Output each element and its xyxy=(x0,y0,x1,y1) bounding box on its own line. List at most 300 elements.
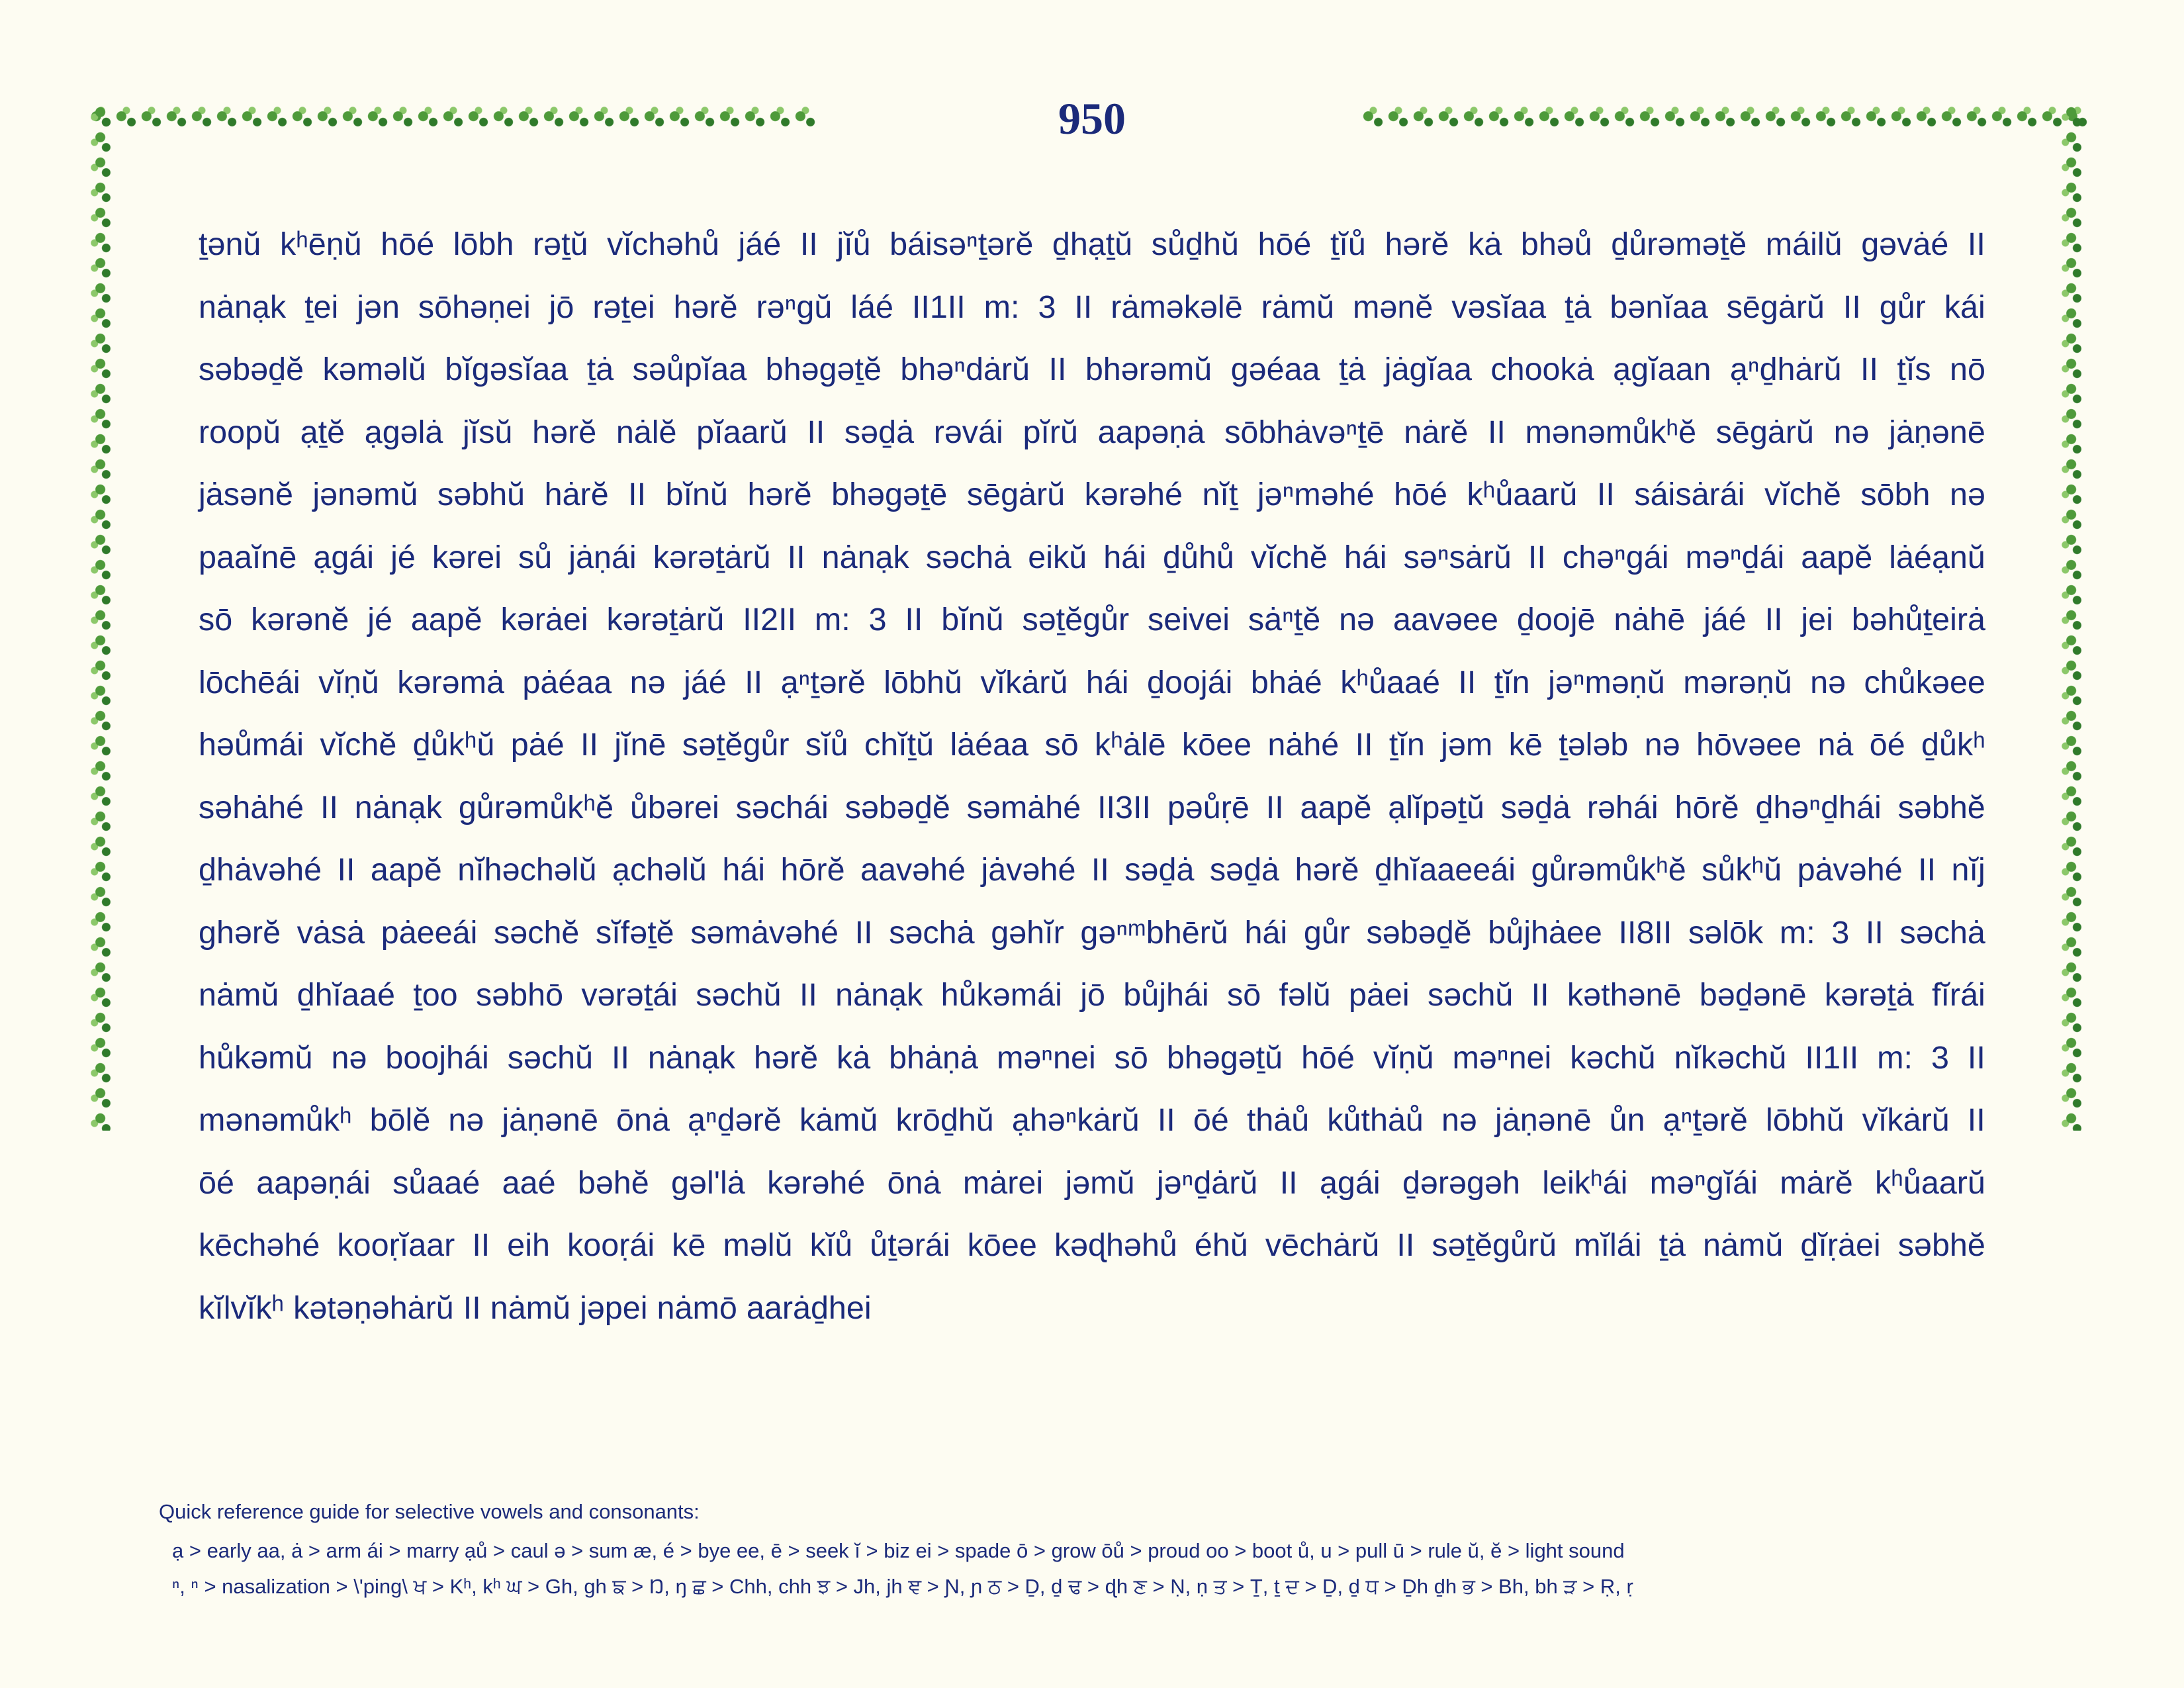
word: ạⁿḏərĕ xyxy=(688,1102,782,1138)
word: kʰȧlē xyxy=(1095,727,1166,763)
word: m: xyxy=(1877,1039,1913,1076)
word: II8II xyxy=(1618,914,1672,951)
word: II xyxy=(472,1227,490,1263)
word: ōnȧ xyxy=(616,1102,670,1138)
word: hōrĕ xyxy=(780,852,845,888)
word: ṯĭn xyxy=(1494,664,1530,700)
text-line xyxy=(199,1089,1985,1152)
word: jé xyxy=(390,539,416,575)
word: aapĕ xyxy=(1801,539,1873,575)
word: ṯĭn xyxy=(1388,727,1425,763)
word: kōee xyxy=(967,1227,1037,1263)
word: vĭṇŭ xyxy=(1373,1039,1434,1076)
word: báisəⁿṯərĕ xyxy=(889,226,1034,262)
word: bhəů xyxy=(1520,226,1592,262)
word: jȧṇənē xyxy=(1889,414,1985,450)
word: gůrəmůkʰĕ xyxy=(458,789,614,825)
word: ṯȧ xyxy=(1338,352,1366,387)
word: jȧsənĕ xyxy=(199,477,293,512)
word: II xyxy=(1265,789,1284,825)
word: máilŭ xyxy=(1765,226,1843,262)
word: rəⁿgŭ xyxy=(756,289,833,325)
word: səmȧvəhé xyxy=(690,914,839,951)
word: kəməlŭ xyxy=(322,352,426,387)
word: hərĕ xyxy=(532,414,597,450)
word: ḏhəⁿḏhái xyxy=(1755,789,1882,825)
guide-title: Quick reference guide for selective vowels and consonants: xyxy=(159,1500,700,1523)
word: rəṯŭ xyxy=(532,226,588,262)
word: gəl'lȧ xyxy=(671,1164,745,1201)
word: mȧrĕ xyxy=(1780,1164,1853,1201)
word: hái xyxy=(1103,539,1146,575)
word: hái xyxy=(722,852,766,888)
word: səchái xyxy=(735,789,829,825)
word: ḏůkʰŭ xyxy=(412,727,495,763)
word: kərəhé xyxy=(767,1164,866,1201)
word: hōé xyxy=(381,226,435,262)
word: hōé xyxy=(1257,226,1312,262)
word: jən xyxy=(357,289,400,325)
word: kəɖhəhů xyxy=(1054,1227,1177,1263)
word: səchŭ xyxy=(1427,977,1514,1013)
word: kēchəhé xyxy=(199,1227,320,1263)
text-line xyxy=(199,338,1985,401)
word: chĭṯŭ xyxy=(864,727,934,763)
word: ḏůhů xyxy=(1163,539,1234,575)
text-line xyxy=(199,714,1985,776)
word: kooṛĭaar xyxy=(337,1227,455,1263)
word: nə xyxy=(1339,602,1375,637)
word: vĭchĕ xyxy=(320,727,397,763)
word: jĭsŭ xyxy=(463,414,513,450)
word: ḏhĭaaeeái xyxy=(1374,852,1516,888)
word: II xyxy=(1596,477,1615,512)
word: bōlĕ xyxy=(369,1102,431,1138)
word: lȧéaa xyxy=(950,727,1029,763)
word: ṯei xyxy=(304,289,339,325)
word: II xyxy=(745,664,763,700)
text-line xyxy=(199,839,1985,902)
word: II xyxy=(1967,226,1985,262)
word: jĭů xyxy=(837,226,871,262)
word: sůḏhŭ xyxy=(1151,226,1239,262)
word: II3II xyxy=(1097,789,1151,825)
word: jəⁿḏȧrŭ xyxy=(1156,1164,1258,1201)
word: hái xyxy=(1085,664,1129,700)
word: nĭhəchəlŭ xyxy=(457,852,597,888)
word: sēgȧrŭ xyxy=(966,477,1066,512)
word: aapəṇȧ xyxy=(1097,414,1205,450)
word: sȧⁿṯĕ xyxy=(1248,602,1321,637)
word: sōbhȧvəⁿṯē xyxy=(1224,414,1385,450)
word: boojhái xyxy=(385,1039,489,1076)
word: ḏoojái xyxy=(1147,664,1233,700)
word: bĭnŭ xyxy=(941,602,1004,637)
word: vəsĭaa xyxy=(1451,289,1547,325)
word: səḏȧ xyxy=(844,414,915,450)
word: mĭlái xyxy=(1574,1227,1642,1263)
word: II xyxy=(1355,727,1373,763)
word: ạgái xyxy=(313,539,375,575)
word: jé xyxy=(367,602,392,637)
word: kȧ xyxy=(1468,226,1502,262)
word: gůr xyxy=(1879,289,1926,325)
word: səbəḏĕ xyxy=(844,789,950,825)
word: ōé xyxy=(1193,1102,1229,1138)
word: səⁿsȧrŭ xyxy=(1403,539,1512,575)
word: fĭrái xyxy=(1931,977,1985,1013)
word: bhȧé xyxy=(1250,664,1322,700)
word: lȧéạnŭ xyxy=(1889,539,1985,575)
word: bhəⁿdȧrŭ xyxy=(900,352,1030,387)
left-floral-border xyxy=(89,105,118,1131)
word: kȧmŭ xyxy=(799,1102,878,1138)
word: II xyxy=(463,1289,481,1326)
word: səchȧ xyxy=(889,914,975,951)
word: gəvȧé xyxy=(1861,226,1949,262)
word: jȧṇənē xyxy=(1494,1102,1592,1138)
word: II xyxy=(1157,1102,1175,1138)
word: nə xyxy=(629,664,666,700)
word: II xyxy=(799,977,817,1013)
word: jō xyxy=(1080,977,1105,1013)
word: nȧnạk xyxy=(647,1039,736,1076)
word: məⁿḏái xyxy=(1685,539,1785,575)
word: chůkəee xyxy=(1864,664,1985,700)
word: jō xyxy=(549,289,574,325)
word: ůn xyxy=(1609,1102,1645,1138)
word: éhŭ xyxy=(1194,1227,1248,1263)
word: rəhái xyxy=(1586,789,1659,825)
word: bĭnŭ xyxy=(665,477,729,512)
text-line xyxy=(199,1277,1985,1340)
word: II xyxy=(1967,1039,1985,1076)
word: lōbhŭ xyxy=(1765,1102,1844,1138)
word: II xyxy=(1843,289,1861,325)
text-line xyxy=(199,902,1985,964)
word: ạṯĕ xyxy=(300,414,345,450)
word: seivei xyxy=(1148,602,1230,637)
word: sĭů xyxy=(805,727,848,763)
word: II xyxy=(854,914,873,951)
word: vĭchəhů xyxy=(607,226,719,262)
word: láé xyxy=(850,289,893,325)
reference-guide xyxy=(159,1500,2025,1605)
word: jȧvəhé xyxy=(981,852,1076,888)
word: jəmŭ xyxy=(1065,1164,1135,1201)
word: kĭlvĭkʰ xyxy=(199,1289,285,1326)
word: kərəmȧ xyxy=(397,664,504,700)
word: hůkəmái xyxy=(940,977,1062,1013)
word: kəchŭ xyxy=(1570,1039,1656,1076)
word: ḏərəgəh xyxy=(1402,1164,1520,1201)
word: məⁿnei xyxy=(1452,1039,1552,1076)
word: II xyxy=(905,602,923,637)
word: hərĕ xyxy=(753,1039,819,1076)
word: məlŭ xyxy=(723,1227,793,1263)
word: jáé xyxy=(684,664,727,700)
word: II xyxy=(580,727,598,763)
word: nȧ xyxy=(1817,727,1854,763)
word: nȧhé xyxy=(1267,727,1340,763)
word: bůjhái xyxy=(1123,977,1209,1013)
word: jənəmŭ xyxy=(312,477,418,512)
word: II xyxy=(320,789,338,825)
word: səůpĭaa xyxy=(632,352,747,387)
word: səchĕ xyxy=(493,914,580,951)
word: 3 xyxy=(1931,1039,1949,1076)
word: səchŭ xyxy=(696,977,782,1013)
text-line xyxy=(199,1214,1985,1277)
word: II xyxy=(787,539,805,575)
word: nȧmŭ xyxy=(199,977,279,1013)
word: pĭaarŭ xyxy=(696,414,788,450)
word: məⁿnei xyxy=(996,1039,1096,1076)
word: bĭgəsĭaa xyxy=(445,352,569,387)
word: aarȧḏhei xyxy=(746,1289,872,1326)
word: kē xyxy=(1508,727,1543,763)
word: kərȧei xyxy=(500,602,588,637)
word: lōbhŭ xyxy=(884,664,962,700)
word: ḏoojē xyxy=(1516,602,1596,637)
word: sōhəṇei xyxy=(418,289,531,325)
word: II xyxy=(1860,352,1878,387)
word: nȧrĕ xyxy=(1404,414,1469,450)
word: nȧmŭ xyxy=(1703,1227,1784,1263)
word: 3 xyxy=(1038,289,1056,325)
text-line xyxy=(199,1027,1985,1090)
word: mərəṇŭ xyxy=(1683,664,1792,700)
word: nȧhē xyxy=(1614,602,1686,637)
word: ṯĭů xyxy=(1330,226,1366,262)
text-line xyxy=(199,463,1985,526)
word: aapĕ xyxy=(410,602,482,637)
word: nĭj xyxy=(1951,852,1985,888)
word: sō xyxy=(1044,727,1079,763)
word: hái xyxy=(1244,914,1288,951)
word: jáé xyxy=(1704,602,1747,637)
word: jĭnē xyxy=(614,727,666,763)
word: vĭkȧrŭ xyxy=(980,664,1068,700)
word: ạⁿṯərĕ xyxy=(1662,1102,1748,1138)
word: ōé xyxy=(199,1164,234,1201)
word: sēgȧrŭ xyxy=(1715,414,1814,450)
word: vȧsȧ xyxy=(296,914,365,951)
word: II xyxy=(1458,664,1477,700)
word: ōnȧ xyxy=(887,1164,941,1201)
word: sōbh xyxy=(1860,477,1931,512)
word: mənĕ xyxy=(1353,289,1433,325)
word: ṯənŭ xyxy=(199,226,261,262)
word: m: xyxy=(1779,914,1815,951)
word: hōvəee xyxy=(1696,727,1802,763)
word: nȧnạk xyxy=(835,977,923,1013)
word: ḏhạṯŭ xyxy=(1052,226,1133,262)
word: vĭchĕ xyxy=(1250,539,1328,575)
word: rəṯei xyxy=(592,289,655,325)
word: II xyxy=(628,477,647,512)
word: II xyxy=(1527,539,1546,575)
word: aaé xyxy=(502,1164,556,1201)
word: II1II xyxy=(1805,1039,1859,1076)
word: paaĭnē xyxy=(199,539,297,575)
text-line xyxy=(199,588,1985,651)
word: pȧvəhé xyxy=(1797,852,1903,888)
word: ạgái xyxy=(1319,1164,1381,1201)
word: II xyxy=(337,852,355,888)
word: ḏůkʰ xyxy=(1921,727,1985,763)
word: gəhĭr xyxy=(991,914,1064,951)
word: ḏhĭaaé xyxy=(296,977,395,1013)
text-line xyxy=(199,651,1985,714)
word: məⁿgĭái xyxy=(1649,1164,1758,1201)
text-line xyxy=(199,1152,1985,1215)
word: roopŭ xyxy=(199,414,281,450)
text-line xyxy=(199,401,1985,464)
word: səhȧhé xyxy=(199,789,304,825)
word: vĭchĕ xyxy=(1764,477,1841,512)
word: mənəmůkʰ xyxy=(199,1102,352,1138)
word: lōchēái xyxy=(199,664,300,700)
word: ạⁿṯərĕ xyxy=(780,664,866,700)
word: gəéaa xyxy=(1230,352,1320,387)
word: kʰůaarŭ xyxy=(1875,1164,1985,1201)
word: ṯĭs xyxy=(1897,352,1931,387)
word: səbəḏĕ xyxy=(199,352,304,387)
word: vĭkȧrŭ xyxy=(1862,1102,1950,1138)
word: kərəṯȧ xyxy=(1824,977,1914,1013)
word: ṯȧ xyxy=(1659,1227,1686,1263)
text-line xyxy=(199,964,1985,1027)
word: nə xyxy=(448,1102,484,1138)
word: kē xyxy=(672,1227,706,1263)
word: bhərəmŭ xyxy=(1085,352,1212,387)
word: II2II xyxy=(743,602,797,637)
word: II xyxy=(1865,914,1884,951)
word: səchȧ xyxy=(1899,914,1985,951)
word: bənĭaa xyxy=(1610,289,1708,325)
word: hōé xyxy=(1394,477,1448,512)
word: kʰůaaé xyxy=(1340,664,1440,700)
word: nȧnạk xyxy=(821,539,909,575)
word: ōé xyxy=(1869,727,1905,763)
word: II xyxy=(1487,414,1506,450)
word: bəḏənē xyxy=(1699,977,1807,1013)
word: kái xyxy=(1944,289,1985,325)
word: pĭrŭ xyxy=(1023,414,1079,450)
word: sů xyxy=(518,539,553,575)
word: vərəṯái xyxy=(581,977,678,1013)
word: kooṛái xyxy=(567,1227,655,1263)
word: kərəṯȧrŭ xyxy=(653,539,771,575)
word: sō xyxy=(1114,1039,1148,1076)
word: ůṯərái xyxy=(870,1227,950,1263)
guide-consonants-row: ⁿ, ⁿ > nasalization > \'ping\ ਖ > Kʰ, kʰ ਘ > Gh, gh ਙ > Ŋ, ŋ ਛ > Chh, chh ਝ > Jh, jh ਞ > Ɲ, ɲ ਠ > Ḏ, ḏ ਢ > ɖh ਣ > Ṇ, ṇ ਤ > Ṯ, ṯ ਦ > Ḏ, ḏ ਧ > Ḏh ḏh ਭ > Bh, bh ੜ > Ṛ, ṛ xyxy=(172,1575,1633,1598)
word: II xyxy=(1918,852,1936,888)
word: kərənĕ xyxy=(251,602,349,637)
word: aavəee xyxy=(1392,602,1498,637)
word: hərĕ xyxy=(1385,226,1449,262)
word: səchȧ xyxy=(925,539,1012,575)
word: səṯĕgůrŭ xyxy=(1432,1227,1557,1263)
word: ghərĕ xyxy=(199,914,281,951)
word: ṯoo xyxy=(413,977,458,1013)
word: bəhůṯeirȧ xyxy=(1851,602,1985,637)
word: jȧṇənē xyxy=(502,1102,598,1138)
page-number: 950 xyxy=(1058,93,1126,144)
word: nə xyxy=(1441,1102,1477,1138)
word: pəůṛē xyxy=(1167,789,1250,825)
word: səḏȧ xyxy=(1209,852,1280,888)
word: rȧməkəlē xyxy=(1111,289,1243,325)
word: ṯȧ xyxy=(586,352,614,387)
word: nə xyxy=(331,1039,367,1076)
word: II xyxy=(1531,977,1549,1013)
word: bhəgəṯŭ xyxy=(1166,1039,1283,1076)
word: II xyxy=(1074,289,1093,325)
word: jəm xyxy=(1441,727,1493,763)
word: bůjhȧee xyxy=(1488,914,1602,951)
word: sůaaé xyxy=(392,1164,480,1201)
word: gůrəmůkʰĕ xyxy=(1531,852,1686,888)
word: pȧéaa xyxy=(522,664,612,700)
word: jəpei xyxy=(580,1289,648,1326)
word: hůkəmŭ xyxy=(199,1039,313,1076)
word: nə xyxy=(1644,727,1680,763)
word: ḏůrəməṯĕ xyxy=(1611,226,1747,262)
word: səḏȧ xyxy=(1500,789,1570,825)
word: kərəṯȧrŭ xyxy=(606,602,725,637)
word: sůkʰŭ xyxy=(1702,852,1782,888)
word: II xyxy=(807,414,825,450)
word: kōee xyxy=(1181,727,1252,763)
word: eih xyxy=(507,1227,551,1263)
word: jáé xyxy=(738,226,782,262)
word: II xyxy=(1091,852,1109,888)
word: pȧei xyxy=(1348,977,1410,1013)
word: 3 xyxy=(868,602,887,637)
word: m: xyxy=(814,602,850,637)
word: nə xyxy=(1833,414,1870,450)
word: pȧé xyxy=(510,727,565,763)
word: 3 xyxy=(1831,914,1850,951)
word: ạgĭaan xyxy=(1613,352,1711,387)
word: kȧ xyxy=(836,1039,871,1076)
word: aapĕ xyxy=(370,852,442,888)
word: aavəhé xyxy=(860,852,966,888)
word: sēgȧrŭ xyxy=(1726,289,1825,325)
text-line xyxy=(199,276,1985,339)
word: krōḏhŭ xyxy=(895,1102,994,1138)
word: pȧeeái xyxy=(381,914,478,951)
word: aapĕ xyxy=(1300,789,1372,825)
word: chəⁿgái xyxy=(1562,539,1669,575)
word: vĭṇŭ xyxy=(318,664,379,700)
word: ḏĭṛȧei xyxy=(1800,1227,1881,1263)
word: hərĕ xyxy=(1295,852,1359,888)
word: sō xyxy=(1226,977,1261,1013)
word: jəⁿməhé xyxy=(1257,477,1375,512)
word: hái xyxy=(1343,539,1387,575)
word: bhəgəṯĕ xyxy=(765,352,882,387)
word: ůbərei xyxy=(629,789,719,825)
word: leikʰái xyxy=(1542,1164,1628,1201)
word: kĭů xyxy=(809,1227,853,1263)
word: fəlŭ xyxy=(1279,977,1331,1013)
word: gəⁿᵐbhērŭ xyxy=(1080,914,1228,951)
guide-vowels-row: ạ > early aa, ȧ > arm ái > marry ạů > caul ə > sum æ, é > bye ee, ē > seek ĭ > biz ei > spade ō > grow ōů > proud oo > boot ů, u > pull ū > rule ŭ, ĕ > light sound xyxy=(172,1539,1625,1562)
word: kəthənē xyxy=(1567,977,1682,1013)
